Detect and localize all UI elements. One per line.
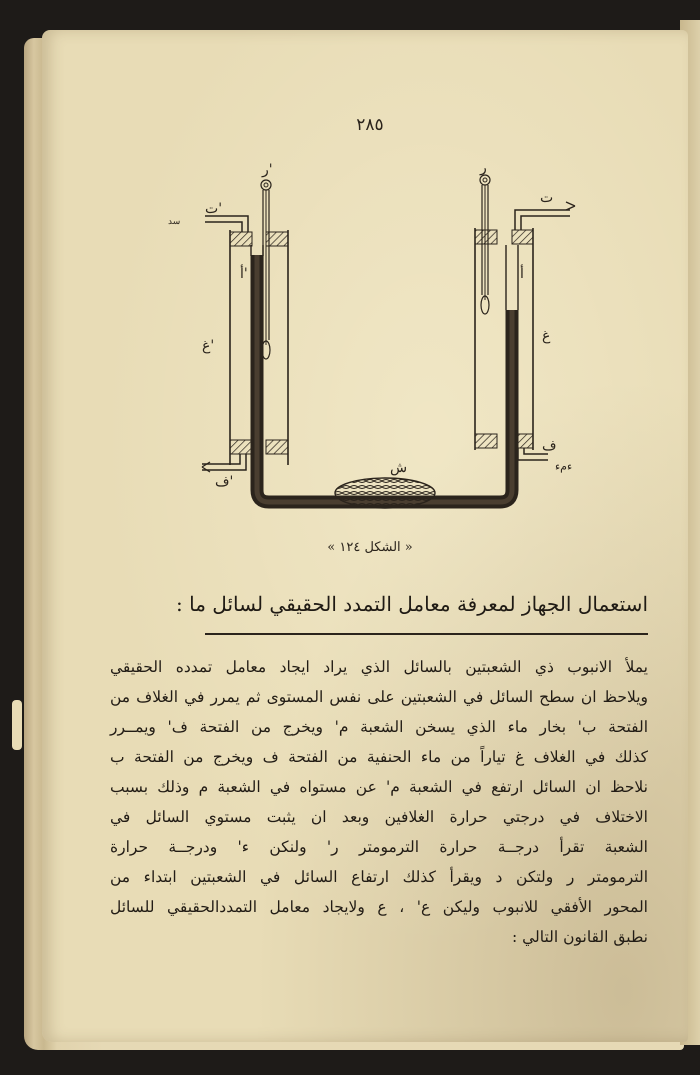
label-inlet-left: ت' [205, 201, 223, 217]
right-jacket [475, 228, 533, 450]
heading-underline [205, 633, 648, 635]
body-line: الترمومتر ر ولتكن د ويقرأ كذلك ارتفاع السائل في الشعبتين ابتداء من [110, 868, 648, 886]
body-line: المحور الأفقي للانبوب وليكن ع' ، ع ولايجاد معامل التمددالحقيقي للسائل [110, 898, 648, 916]
body-line: ويلاحظ ان سطح السائل في الشعبتين على نفس المستوى ثم يمرر في الغلاف من [110, 688, 648, 706]
label-flame: ش [390, 460, 408, 476]
right-inlet-pipe [515, 202, 575, 230]
left-inlet-pipe [205, 216, 248, 232]
page-number: ٢٨٥ [356, 115, 384, 135]
label-arm-left: أ' [240, 266, 248, 282]
u-tube-diagram [150, 160, 590, 530]
u-tube [251, 245, 518, 502]
label-jacket-right: غ [542, 328, 551, 344]
label-dims-right: ءمء [555, 460, 573, 473]
body-line: يملأ الانبوب ذي الشعبتين بالسائل الذي يراد ايجاد معامل تمدده الحقيقي [110, 658, 648, 676]
label-outlet-left: ف' [215, 474, 234, 490]
body-line: نلاحظ ان السائل ارتفع في الشعبة م' عن مستواه في الشعبة م وذلك بسبب [110, 778, 648, 796]
label-dims-left: سد [168, 217, 181, 227]
body-line: الشعبة تقرأ درجــة حرارة الترمومتر ر' ولنكن ء' ودرجــة حرارة [110, 838, 648, 856]
section-heading: استعمال الجهاز لمعرفة معامل التمدد الحقيقي لسائل ما : [176, 592, 648, 616]
body-line: الفتحة ب' بخار ماء الذي يسخن الشعبة م' ويخرج من الفتحة ف' ويمــرر [110, 718, 648, 736]
label-outlet-right: ف [542, 438, 557, 454]
left-outlet-pipe [202, 454, 246, 472]
label-inlet-right: ت [540, 190, 554, 206]
apparatus-figure [150, 160, 590, 530]
right-thermometer [480, 175, 490, 314]
label-jacket-left: غ' [202, 338, 215, 354]
body-line: كذلك في الغلاف غ تياراً من ماء الحنفية من الفتحة ف ويخرج من الفتحة ب [110, 748, 648, 766]
figure-caption: « الشكل ١٢٤ » [327, 540, 413, 555]
label-thermo-right: ر [480, 160, 487, 176]
flame-heater [335, 478, 435, 508]
body-paragraph [110, 652, 648, 952]
body-line: الاختلاف في درجتي حرارة الغلافين وبعد ان يثبت مستوي السائل في [110, 808, 648, 826]
label-thermo-left: ر' [262, 162, 273, 178]
label-arm-right: أ [520, 266, 524, 282]
body-line: نطبق القانون التالي : [511, 928, 648, 946]
binding-tab [12, 700, 22, 750]
